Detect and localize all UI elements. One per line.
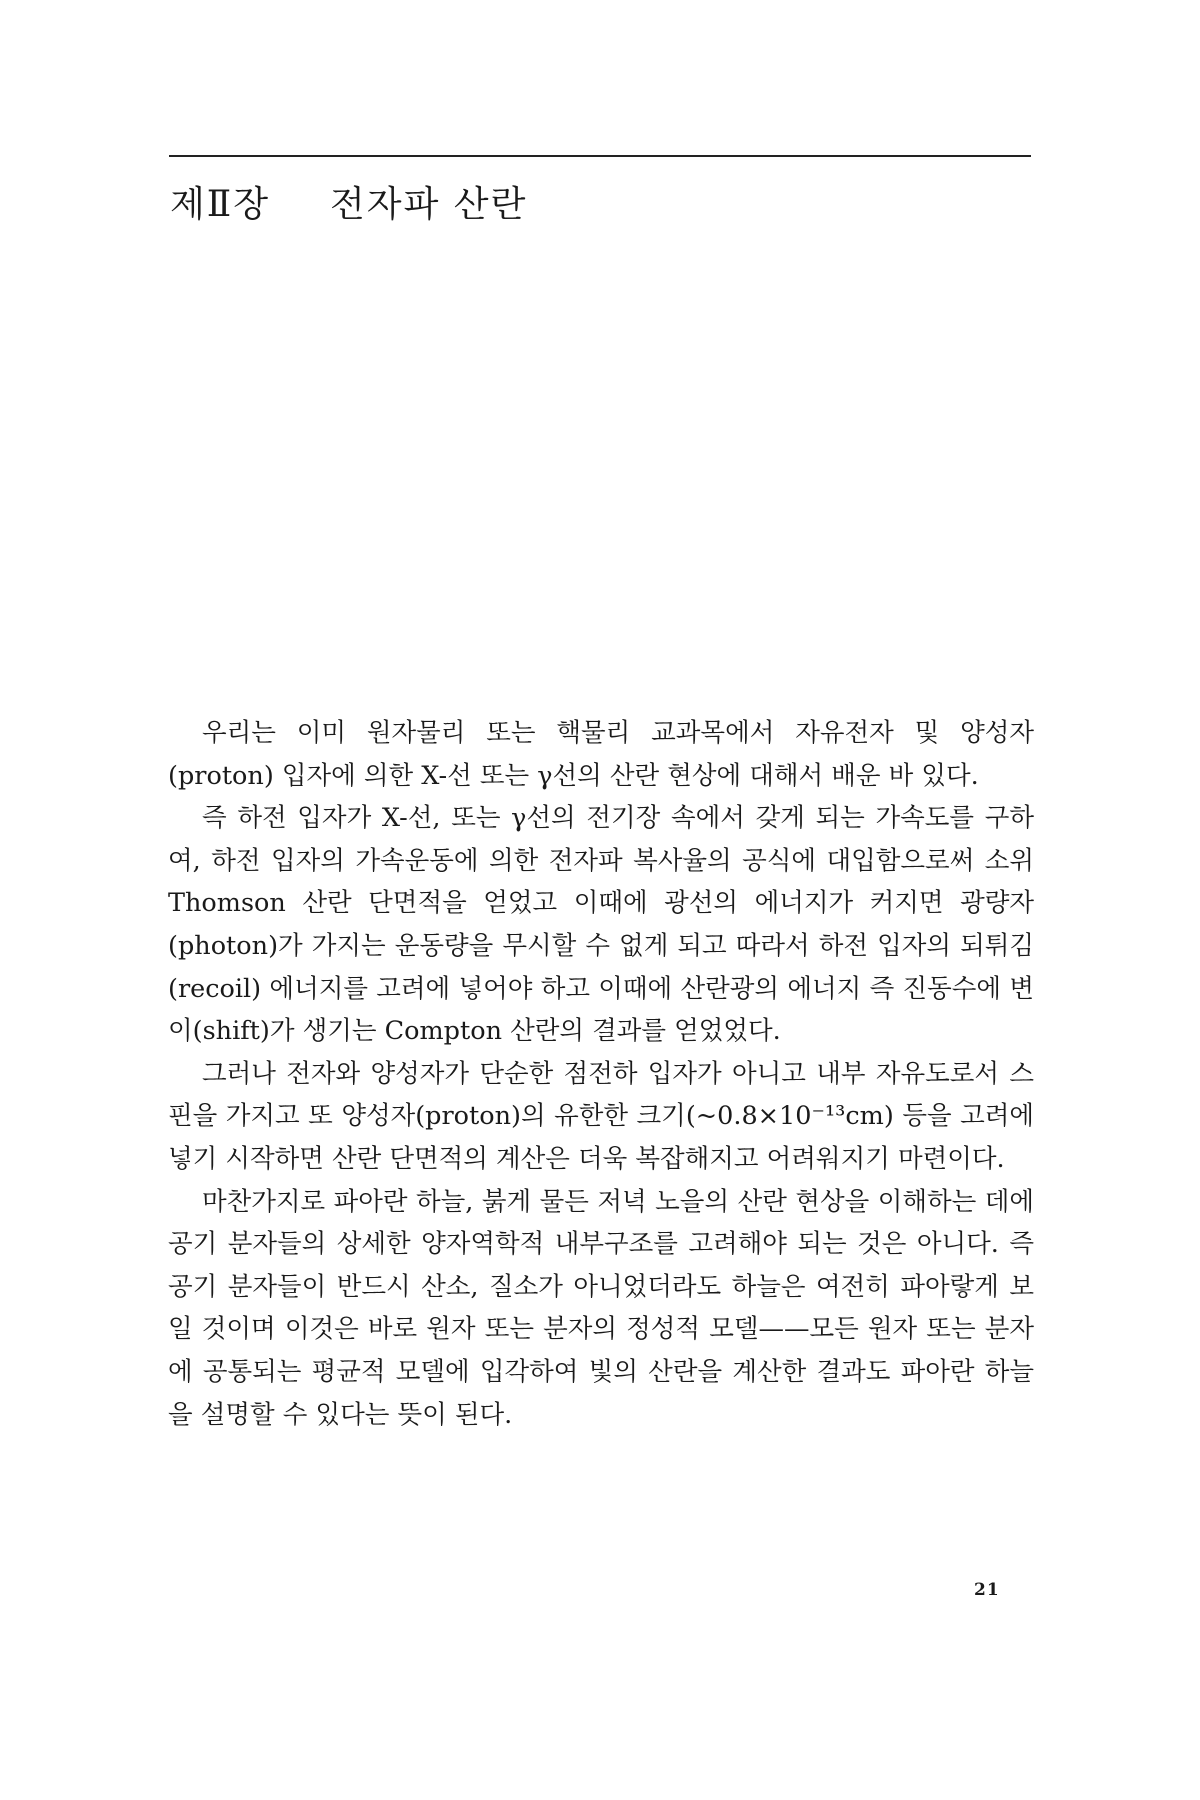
chapter-title: 전자파 산란 (330, 184, 528, 225)
paragraph-4: 마찬가지로 파아란 하늘, 붉게 물든 저녁 노을의 산란 현상을 이해하는 데에 공기 분자들의 상세한 양자역학적 내부구조를 고려해야 되는 것은 아니다. 즉 공기 분자들이 반드시 산소, 질소가 아니었더라도 하늘은 여전히 파아랗게 보일 것이며 이것은 바로 원자 또는 분자의 정성적 모델——모든 원자 또는 분자에 공통되는 평균적 모델에 입각하여 빛의 산란을 계산한 결과도 파아란 하늘을 설명할 수 있다는 뜻이 된다. (168, 1186, 1034, 1430)
paragraph-1: 우리는 이미 원자물리 또는 핵물리 교과목에서 자유전자 및 양성자(proton) 입자에 의한 X-선 또는 γ선의 산란 현상에 대해서 배운 바 있다. (168, 718, 1034, 791)
paragraph-3: 그러나 전자와 양성자가 단순한 점전하 입자가 아니고 내부 자유도로서 스핀을 가지고 또 양성자(proton)의 유한한 크기(~0.8×10⁻¹³cm) 등을 고려에 넣기 시작하면 산란 단면적의 계산은 더욱 복잡해지고 어려워지기 마련이다. (168, 1058, 1034, 1174)
paragraph-2: 즉 하전 입자가 X-선, 또는 γ선의 전기장 속에서 갖게 되는 가속도를 구하여, 하전 입자의 가속운동에 의한 전자파 복사율의 공식에 대입함으로써 소위 Thomson 산란 단면적을 얻었고 이때에 광선의 에너지가 커지면 광량자(photon)가 가지는 운동량을 무시할 수 없게 되고 따라서 하전 입자의 되튀김(recoil) 에너지를 고려에 넣어야 하고 이때에 산란광의 에너지 즉 진동수에 변이(shift)가 생기는 Compton 산란의 결과를 얻었었다. (168, 803, 1034, 1047)
body-text (168, 712, 1034, 1436)
chapter-heading (170, 176, 527, 227)
header-rule (169, 155, 1031, 157)
chapter-number: 제Ⅱ장 (170, 184, 271, 225)
page-number: 21 (974, 1580, 1000, 1600)
